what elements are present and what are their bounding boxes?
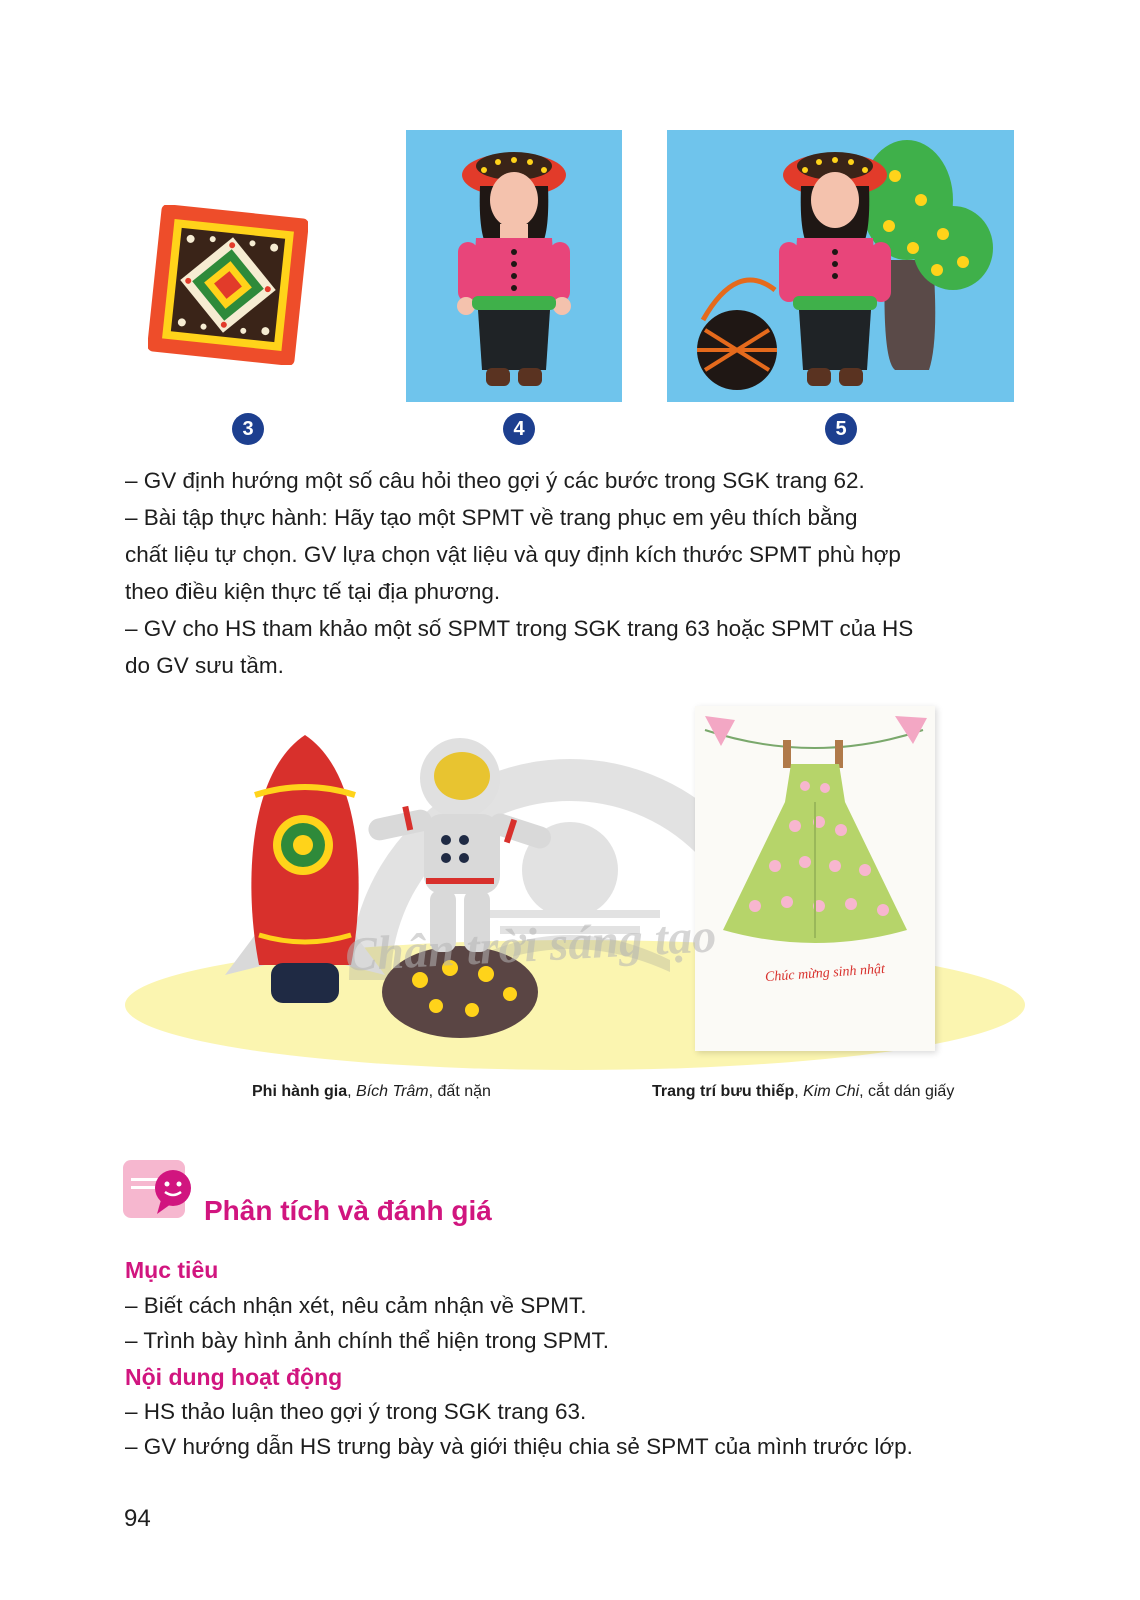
intro-line: – GV định hướng một số câu hỏi theo gợi ý các bước trong SGK trang 62. [125,468,865,493]
caption-left-author: Bích Trâm [356,1083,429,1100]
caption-right-title: Trang trí bưu thiếp [652,1083,795,1100]
artwork-astronaut [360,730,560,1040]
caption-right: Trang trí bưu thiếp, Kim Chi, cắt dán giấy [652,1083,955,1100]
figure-3-clay-square [148,205,308,365]
figure-5-clay-girl-tree [667,130,1014,402]
list-item: – Biết cách nhận xét, nêu cảm nhận về SPMT. [125,1293,587,1318]
intro-line: chất liệu tự chọn. GV lựa chọn vật liệu và quy định kích thước SPMT phù hợp [125,542,901,567]
chat-bubble-icon [123,1160,193,1226]
caption-right-author: Kim Chi [803,1083,860,1100]
list-item: – Trình bày hình ảnh chính thể hiện trong SPMT. [125,1328,610,1353]
caption-left-title: Phi hành gia [252,1083,348,1100]
intro-line: – GV cho HS tham khảo một số SPMT trong SGK trang 63 hoặc SPMT của HS [125,616,914,641]
list-item: – GV hướng dẫn HS trưng bày và giới thiệu chia sẻ SPMT của mình trước lớp. [125,1434,913,1459]
figure-label-4: 4 [503,413,535,445]
caption-left-medium: đất nặn [437,1083,491,1100]
caption-right-medium: cắt dán giấy [868,1083,955,1100]
figure-label-3: 3 [232,413,264,445]
caption-left: Phi hành gia, Bích Trâm, đất nặn [252,1083,491,1100]
artwork-greeting-card [695,706,935,1051]
card-greeting-text: Chúc mừng sinh nhật [764,961,886,986]
figure-4-clay-girl [406,130,622,402]
list-item: – HS thảo luận theo gợi ý trong SGK trang 63. [125,1399,587,1424]
activity-list [125,1394,913,1464]
watermark-text: Chân trời sáng tạo [343,909,718,982]
activity-heading: Nội dung hoạt động [125,1364,343,1390]
goal-list [125,1288,609,1358]
figure-label-5: 5 [825,413,857,445]
intro-paragraph [125,462,1025,684]
goal-heading: Mục tiêu [125,1257,219,1283]
intro-line: – Bài tập thực hành: Hãy tạo một SPMT về trang phục em yêu thích bằng [125,505,858,530]
intro-line: theo điều kiện thực tế tại địa phương. [125,579,501,604]
page-number: 94 [124,1505,151,1532]
section-title: Phân tích và đánh giá [204,1195,492,1226]
intro-line: do GV sưu tầm. [125,653,284,678]
